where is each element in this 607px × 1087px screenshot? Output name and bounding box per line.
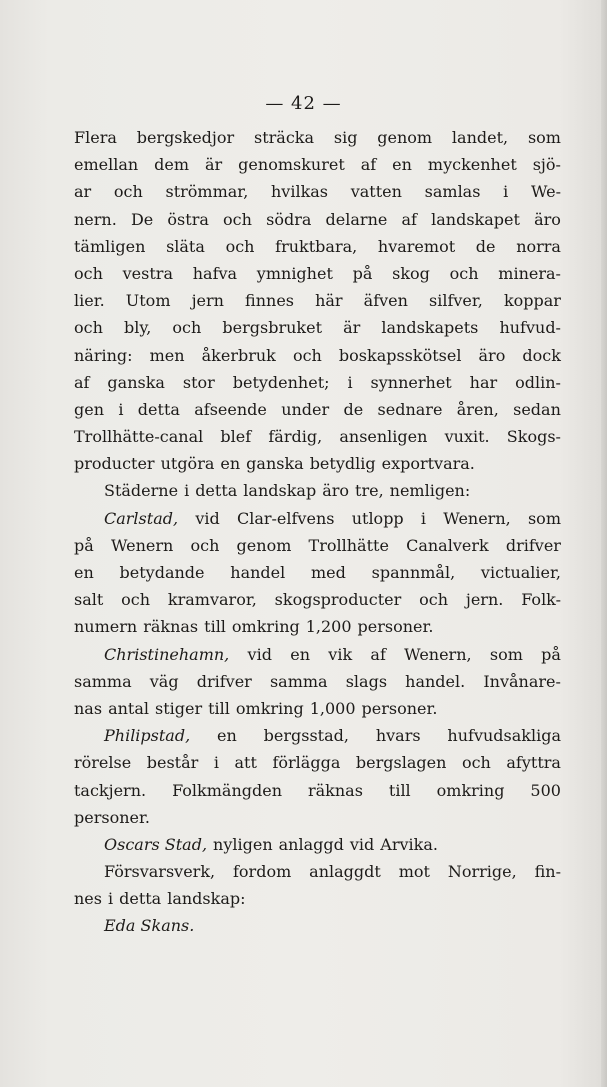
word: De	[130, 209, 154, 229]
text-line	[74, 532, 561, 559]
word: ansenligen	[339, 427, 428, 447]
word: kramvaror,	[167, 590, 257, 610]
word: exportvara.	[381, 454, 475, 474]
word: finnes	[245, 291, 294, 311]
word: fruktbara,	[275, 236, 358, 256]
word: hufvud-	[499, 318, 561, 338]
word: personer.	[74, 807, 150, 827]
word: vatten	[350, 182, 402, 202]
word: en	[392, 155, 412, 175]
word: numern	[74, 617, 138, 637]
word: dem	[154, 155, 190, 175]
word: en	[217, 726, 237, 746]
word: stiger	[155, 698, 203, 718]
word: Wenern,	[443, 508, 511, 528]
word: ar	[74, 182, 92, 202]
word: i	[118, 399, 124, 419]
word: i	[347, 372, 353, 392]
word: färdig,	[268, 427, 323, 447]
word: räknas	[143, 617, 199, 637]
place-name: Eda Skans.	[104, 916, 195, 936]
word: omkring	[231, 617, 300, 637]
word: ganska	[107, 372, 165, 392]
word: genomskuret	[238, 155, 345, 175]
word: betydlig	[309, 454, 376, 474]
word: sig	[333, 128, 358, 147]
word: myckenhet	[427, 155, 517, 175]
place-name: Christinehamn,	[104, 644, 230, 664]
word: och	[292, 345, 322, 365]
word: synnerhet	[370, 372, 452, 392]
word: åkerbruk	[201, 345, 276, 365]
word: vid	[349, 834, 375, 854]
word: till	[208, 698, 230, 718]
word: i	[184, 481, 190, 501]
word: som	[527, 508, 561, 528]
word: med	[311, 563, 346, 582]
word: omkring	[436, 780, 505, 800]
word: landskapet	[431, 209, 520, 229]
word: Wenern	[110, 535, 174, 555]
word: Trollhätte	[308, 535, 389, 555]
word: vik	[328, 644, 353, 664]
text-line	[74, 559, 561, 586]
word: stor	[182, 372, 215, 392]
word: på	[74, 535, 94, 555]
text-line	[74, 858, 561, 885]
word: är	[205, 155, 223, 175]
word: samma	[269, 671, 328, 691]
place-name: Oscars Stad,	[104, 834, 208, 854]
text-line	[74, 342, 561, 369]
word: vuxit.	[444, 427, 490, 447]
word: ganska	[246, 454, 304, 474]
word: detta	[119, 889, 162, 909]
word: slags	[345, 671, 388, 691]
word: sednare	[377, 399, 443, 419]
text-line	[74, 831, 561, 858]
word: dock	[522, 345, 561, 365]
word: bly,	[123, 318, 152, 338]
word: släta	[166, 236, 205, 256]
word: nemligen:	[389, 481, 471, 501]
word: personer.	[357, 617, 434, 637]
word: i	[503, 182, 509, 202]
word: åren,	[456, 399, 499, 419]
text-line	[74, 477, 561, 504]
text-line	[74, 396, 561, 423]
word: afseende	[194, 399, 267, 419]
word: östra	[167, 209, 209, 229]
word: handel	[230, 563, 286, 582]
word: bergsbruket	[222, 318, 323, 338]
word: victualier,	[480, 563, 561, 582]
text-line	[74, 749, 561, 776]
word: Wenern,	[404, 644, 472, 664]
word: hufvudsakliga	[447, 726, 561, 746]
text-line	[74, 423, 561, 450]
word: Invånare-	[483, 671, 561, 691]
word: Försvarsverk,	[104, 862, 216, 882]
text-line	[74, 450, 561, 477]
word: Trollhätte-canal	[74, 427, 204, 447]
word: drifver	[505, 535, 561, 555]
text-line	[74, 804, 561, 831]
word: här	[315, 291, 343, 311]
text-line	[74, 233, 561, 260]
word: på	[541, 644, 561, 664]
text-line	[74, 885, 561, 912]
word: 1,200	[305, 617, 352, 637]
word: lier.	[74, 291, 105, 311]
word: omkring	[235, 698, 304, 718]
word: sedan	[513, 399, 561, 419]
page-number: — 42 —	[265, 93, 342, 114]
word: men	[149, 345, 185, 365]
word: som	[489, 644, 523, 664]
word: jern	[191, 291, 224, 311]
text-line	[74, 641, 561, 668]
text-line	[74, 695, 561, 722]
word: och	[223, 209, 252, 229]
word: sträcka	[254, 128, 315, 147]
word: personer.	[361, 698, 438, 718]
word: nern.	[74, 209, 117, 229]
word: bergsstad,	[263, 726, 349, 746]
word: och	[419, 590, 449, 610]
text-line	[74, 586, 561, 613]
place-name: Philipstad,	[104, 726, 191, 746]
word: och	[225, 236, 255, 256]
word: Folk-	[521, 590, 561, 610]
word: landskap	[243, 481, 317, 501]
word: silfver,	[429, 291, 483, 311]
word: strömmar,	[165, 182, 249, 202]
word: gen	[74, 399, 105, 419]
word: genom	[377, 128, 433, 147]
word: Clar-elfvens	[236, 508, 335, 528]
word: hvars	[375, 726, 421, 746]
word: 1,000	[309, 698, 356, 718]
text-line	[74, 178, 561, 205]
word: i	[107, 889, 114, 909]
word: de	[343, 399, 364, 419]
text-line	[74, 260, 561, 287]
word: We-	[530, 182, 561, 202]
word: koppar	[503, 291, 561, 311]
word: består	[146, 753, 199, 773]
word: södra	[266, 209, 312, 229]
word: bergslagen	[355, 753, 447, 773]
word: salt	[74, 590, 104, 610]
text-line	[74, 314, 561, 341]
word: och	[74, 263, 103, 283]
word: Städerne	[104, 481, 179, 501]
text-line	[74, 206, 561, 233]
word: Arvika.	[380, 834, 438, 854]
word: Folkmängden	[172, 780, 283, 800]
word: nas	[74, 698, 103, 718]
word: nyligen	[213, 834, 273, 854]
word: och	[449, 263, 479, 283]
word: norra	[516, 236, 561, 256]
word: är	[343, 318, 361, 338]
word: äfven	[363, 291, 408, 311]
word: producter	[74, 454, 155, 474]
word: har	[469, 372, 498, 392]
word: betydenhet;	[232, 372, 330, 392]
word: Flera	[74, 128, 117, 147]
word: och	[74, 318, 103, 338]
word: mot	[398, 862, 430, 882]
word: 500	[530, 780, 561, 800]
word: väg	[149, 671, 179, 691]
word: vid	[247, 644, 272, 664]
word: landskapets	[381, 318, 479, 338]
word: under	[281, 399, 330, 419]
word: delarne	[325, 209, 388, 229]
text-line	[74, 505, 561, 532]
word: blef	[220, 427, 252, 447]
word: landskap:	[167, 889, 246, 909]
word: Utom	[125, 291, 171, 311]
word: tämligen	[74, 236, 146, 256]
word: och	[113, 182, 143, 202]
body-text	[74, 124, 561, 940]
word: hafva	[192, 263, 238, 283]
word: äro	[534, 209, 561, 229]
word: skogsproducter	[274, 590, 402, 610]
word: landet,	[451, 128, 509, 147]
word: sjö-	[532, 155, 561, 175]
word: emellan	[74, 155, 139, 175]
word: fordom	[233, 862, 292, 882]
word: minera-	[498, 263, 561, 283]
word: att	[234, 753, 257, 773]
word: och	[461, 753, 491, 773]
text-line	[74, 668, 561, 695]
word: anlaggdt	[309, 862, 381, 882]
text-line	[74, 124, 561, 151]
word: hvilkas	[270, 182, 329, 202]
word: tackjern.	[74, 780, 147, 800]
word: detta	[137, 399, 180, 419]
word: och	[172, 318, 202, 338]
word: detta	[195, 481, 238, 501]
place-name: Carlstad,	[104, 508, 179, 528]
word: utlopp	[351, 508, 404, 528]
word: en	[74, 563, 94, 582]
word: vid	[195, 508, 220, 528]
word: Skogs-	[506, 427, 561, 447]
word: af	[401, 209, 417, 229]
word: betydande	[119, 563, 205, 582]
word: förlägga	[272, 753, 341, 773]
word: rörelse	[74, 753, 132, 773]
word: och	[121, 590, 151, 610]
word: genom	[236, 535, 292, 555]
word: ymnighet	[256, 263, 333, 283]
word: i	[213, 753, 219, 773]
word: af	[360, 155, 377, 175]
word: hvaremot	[377, 236, 456, 256]
word: samlas	[424, 182, 481, 202]
word: vestra	[122, 263, 173, 283]
word: de	[475, 236, 496, 256]
word: antal	[108, 698, 149, 718]
word: anlaggd	[278, 834, 344, 854]
word: en	[290, 644, 310, 664]
word: afyttra	[506, 753, 561, 773]
word: i	[420, 508, 427, 528]
word: nes	[74, 889, 102, 909]
word: drifver	[196, 671, 252, 691]
word: Norrige,	[447, 862, 517, 882]
word: boskapsskötsel	[338, 345, 462, 365]
word: på	[352, 263, 373, 283]
page-edge	[601, 0, 607, 1087]
text-line	[74, 722, 561, 749]
word: jern.	[465, 590, 504, 610]
text-line	[74, 613, 561, 640]
text-line	[74, 287, 561, 314]
word: till	[388, 780, 411, 800]
word: spannmål,	[371, 563, 456, 582]
word: äro	[478, 345, 506, 365]
word: handel.	[405, 671, 466, 691]
word: en	[220, 454, 241, 474]
word: utgöra	[160, 454, 215, 474]
text-line	[74, 369, 561, 396]
word: fin-	[534, 862, 561, 882]
word: äro	[322, 481, 350, 501]
word: Canalverk	[406, 535, 489, 555]
text-line	[74, 151, 561, 178]
word: räknas	[307, 780, 363, 800]
word: och	[190, 535, 220, 555]
word: af	[370, 644, 386, 664]
word: som	[527, 128, 561, 147]
word: skog	[392, 263, 430, 283]
word: af	[74, 372, 90, 392]
text-line	[74, 777, 561, 804]
word: bergskedjor	[136, 128, 235, 147]
word: näring:	[74, 345, 133, 365]
word: odlin-	[515, 372, 561, 392]
word: tre,	[355, 481, 384, 501]
text-line	[74, 912, 561, 939]
word: till	[204, 617, 226, 637]
word: samma	[74, 671, 132, 691]
